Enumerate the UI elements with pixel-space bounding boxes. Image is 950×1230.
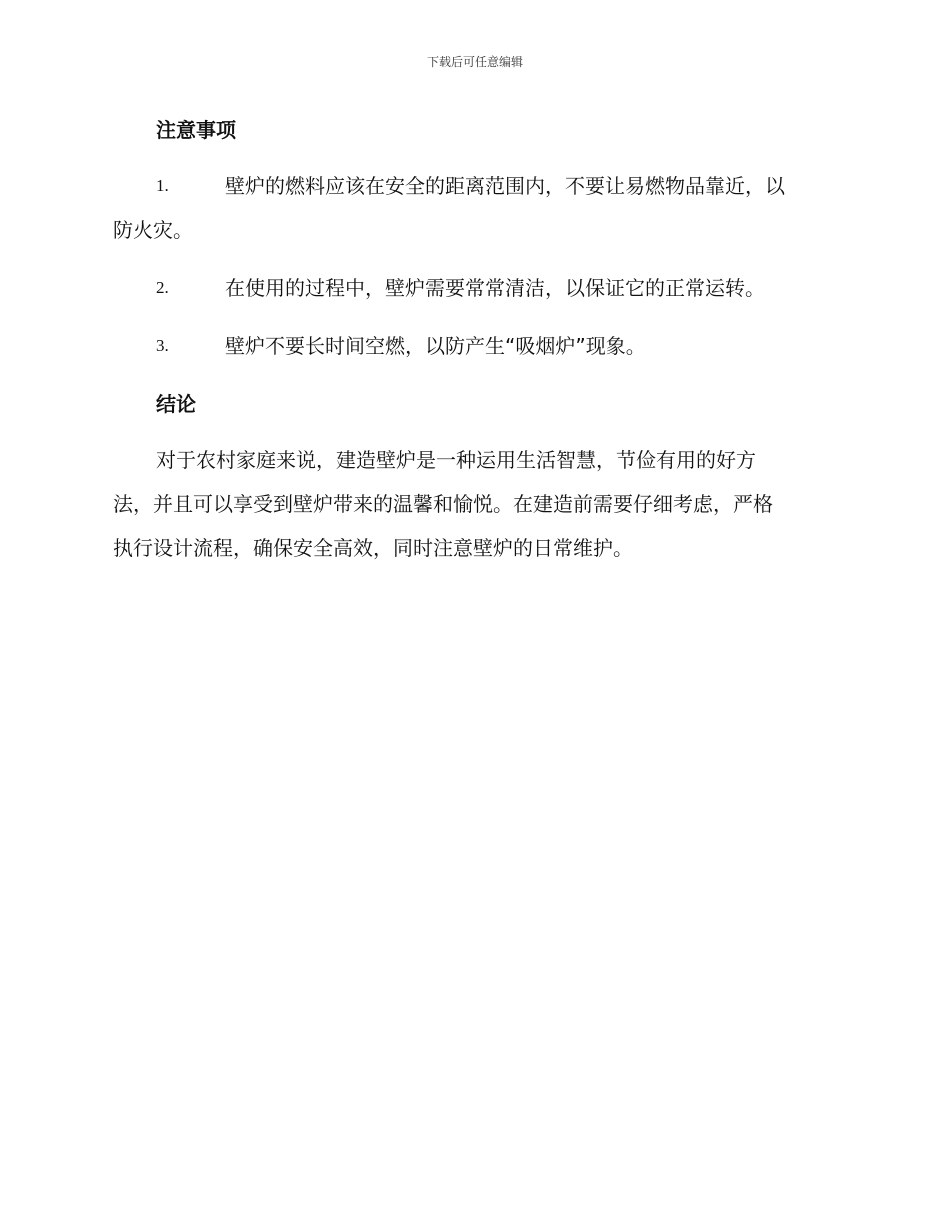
list-item <box>113 164 838 252</box>
paragraph-line: 执行设计流程，确保安全高效，同时注意壁炉的日常维护。 <box>113 536 633 560</box>
list-number: 2. <box>156 278 169 297</box>
list-item-text: 壁炉的燃料应该在安全的距离范围内，不要让易燃物品靠近，以 <box>225 174 785 198</box>
page-header: 下载后可任意编辑 <box>426 55 523 69</box>
paragraph-line: 对于农村家庭来说，建造壁炉是一种运用生活智慧，节俭有用的好方 <box>156 448 756 472</box>
list-item <box>113 266 838 310</box>
list-item-text: 壁炉不要长时间空燃，以防产生“吸烟炉”现象。 <box>225 334 646 358</box>
list-number: 3. <box>156 336 169 355</box>
list-number: 1. <box>156 176 169 195</box>
section-heading-notes: 注意事项 <box>156 118 236 142</box>
list-item-text-continued: 防火灾。 <box>113 218 193 242</box>
list-item-text: 在使用的过程中，壁炉需要常常清洁，以保证它的正常运转。 <box>225 276 765 300</box>
paragraph-line: 法，并且可以享受到壁炉带来的温馨和愉悦。在建造前需要仔细考虑，严格 <box>113 492 773 516</box>
section-heading-conclusion: 结论 <box>156 392 196 416</box>
list-item <box>113 324 838 368</box>
conclusion-paragraph <box>113 438 838 570</box>
